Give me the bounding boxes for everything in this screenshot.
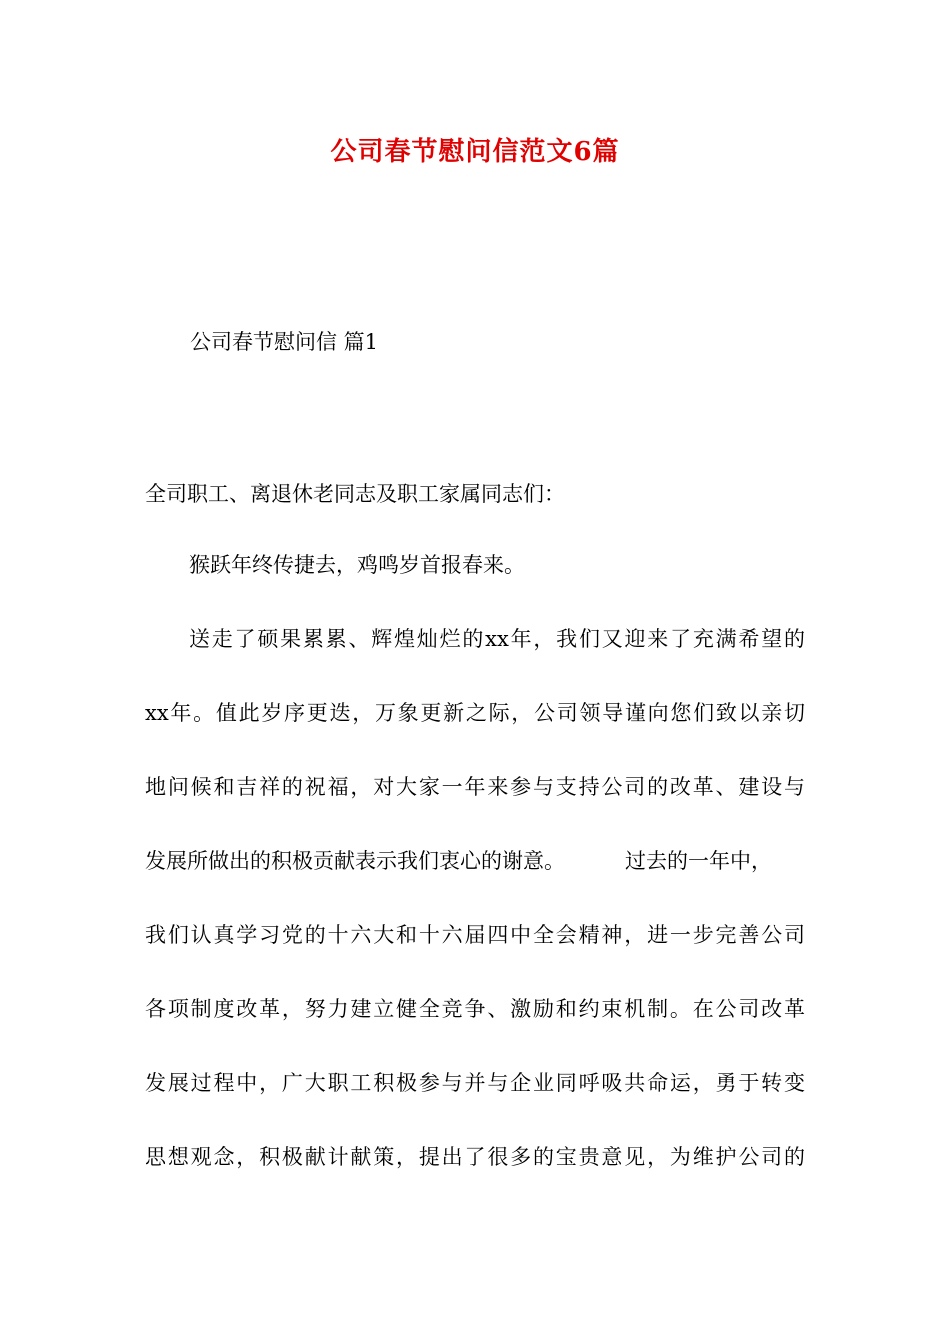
body-line: 我们认真学习党的十六大和十六届四中全会精神，进一步完善公司 <box>145 923 805 947</box>
body-line-mixed <box>145 849 805 923</box>
section-heading: 公司春节慰问信 篇1 <box>190 330 379 354</box>
body-line: 思想观念，积极献计献策，提出了很多的宝贵意见，为维护公司的 <box>145 1145 805 1169</box>
document-title: 公司春节慰问信范文6篇 <box>330 137 620 167</box>
body-line: 各项制度改革，努力建立健全竞争、激励和约束机制。在公司改革 <box>145 997 805 1021</box>
body-line-segment: 过去的一年中， <box>625 849 772 873</box>
body-line: 猴跃年终传捷去，鸡鸣岁首报春来。 <box>189 553 525 577</box>
body-line: 地问候和吉祥的祝福，对大家一年来参与支持公司的改革、建设与 <box>145 775 805 799</box>
salutation: 全司职工、离退休老同志及职工家属同志们： <box>145 482 565 506</box>
body-line: 发展过程中，广大职工积极参与并与企业同呼吸共命运，勇于转变 <box>145 1071 805 1095</box>
body-line: 送走了硕果累累、辉煌灿烂的xx年，我们又迎来了充满希望的 <box>189 627 805 651</box>
body-line: xx年。值此岁序更迭，万象更新之际，公司领导谨向您们致以亲切 <box>145 701 805 725</box>
body-line-segment: 发展所做出的积极贡献表示我们衷心的谢意。 <box>145 849 565 873</box>
letter-body <box>145 553 805 1219</box>
